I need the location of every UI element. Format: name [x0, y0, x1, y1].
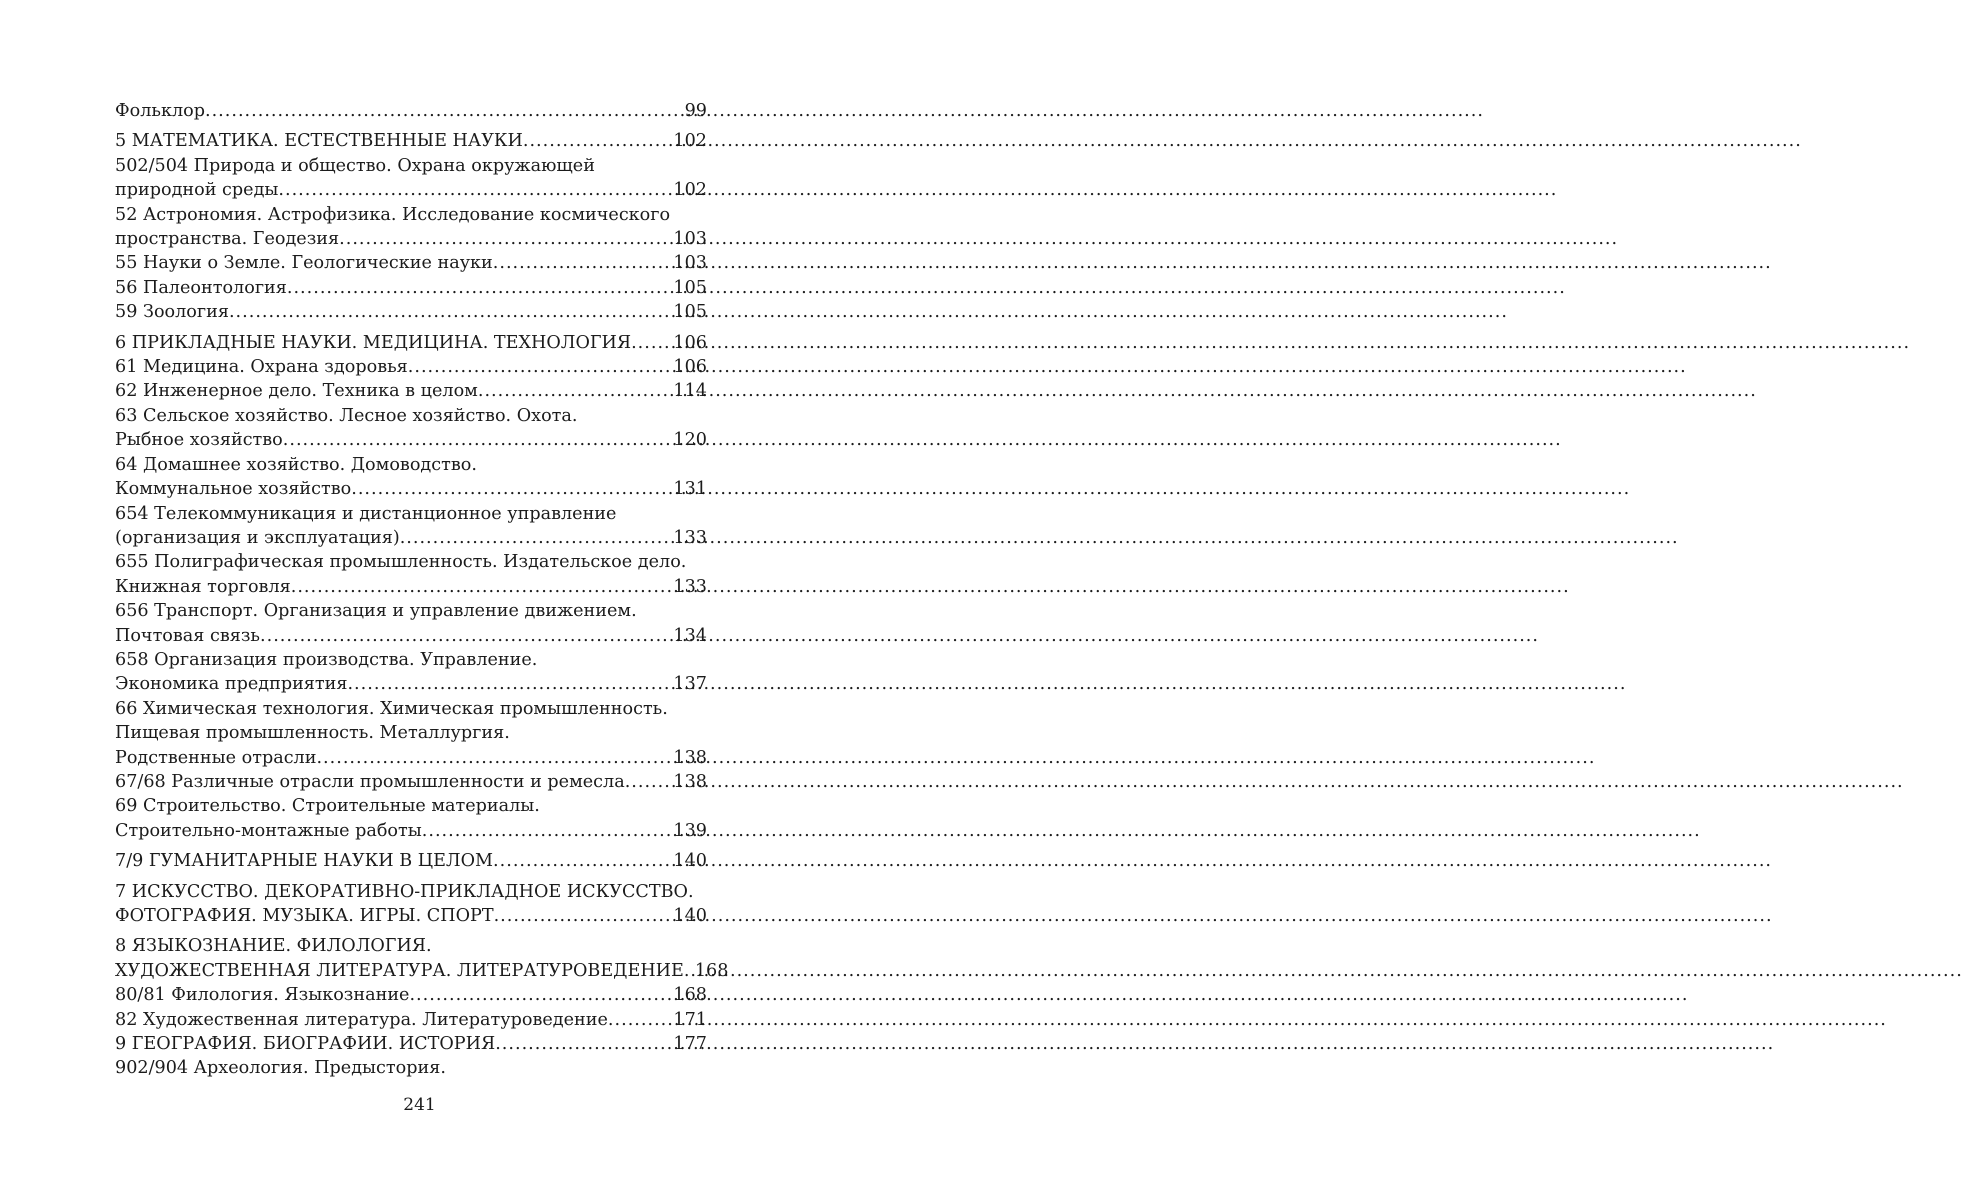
- toc-entry: [115, 276, 707, 300]
- toc-page-number: 102: [673, 180, 707, 201]
- toc-entry-last-line: [115, 178, 707, 202]
- toc-entry-last-line: [115, 428, 707, 452]
- toc-entry: [115, 404, 707, 453]
- toc-entry-last-line: [115, 770, 707, 794]
- toc-entry: [115, 453, 707, 502]
- toc-entry: [115, 983, 707, 1007]
- dot-leader: [408, 355, 673, 379]
- dot-leader: [339, 227, 672, 251]
- dot-leader: [494, 904, 673, 928]
- toc-page-number: 171: [673, 1009, 707, 1030]
- toc-entry-last-line: [115, 379, 707, 403]
- toc-entry-title: 64 Домашнее хозяйство. Домоводство.: [115, 454, 477, 475]
- toc-entry: [115, 1008, 707, 1032]
- toc-entry: [115, 849, 707, 873]
- toc-entry-last-line: [115, 849, 707, 873]
- toc-entry: [115, 331, 707, 355]
- toc-entry-title: Книжная торговля: [115, 576, 291, 597]
- toc-entry: [115, 129, 707, 153]
- toc-entry-title: 66 Химическая технология. Химическая промышленность.: [115, 698, 668, 719]
- toc-entry-title: 61 Медицина. Охрана здоровья: [115, 357, 408, 378]
- toc-page-number: 140: [673, 851, 707, 872]
- toc-entry-title: (организация и эксплуатация): [115, 527, 400, 548]
- toc-entry-last-line: [115, 1008, 707, 1032]
- toc-entry: [115, 251, 707, 275]
- toc-entry-last-line: [115, 746, 707, 770]
- toc-entry-last-line: [115, 129, 707, 153]
- dot-leader: [523, 129, 673, 153]
- dot-leader: [400, 526, 673, 550]
- dot-leader: [347, 672, 672, 696]
- dot-leader: [409, 983, 672, 1007]
- dot-leader: [631, 331, 672, 355]
- toc-entry-last-line: [115, 624, 707, 648]
- toc-entry: [115, 154, 707, 203]
- dot-leader: [478, 379, 673, 403]
- toc-entry-title: 7 ИСКУССТВО. ДЕКОРАТИВНО-ПРИКЛАДНОЕ ИСКУССТВО.: [115, 881, 694, 902]
- dot-leader: [316, 746, 672, 770]
- toc-entry: [115, 502, 707, 551]
- toc-entry-last-line: [115, 477, 707, 501]
- toc-entry: [115, 794, 707, 843]
- toc-entry-title: Строительно-монтажные работы: [115, 820, 422, 841]
- toc-entry-title: Коммунальное хозяйство: [115, 479, 352, 500]
- toc-page-number: 99: [684, 101, 707, 121]
- toc-entry-title: Рыбное хозяйство: [115, 430, 283, 451]
- toc-entry-last-line: [115, 526, 707, 550]
- toc-entry-title: Родственные отрасли: [115, 747, 317, 768]
- toc-entry: [115, 379, 707, 403]
- toc-page-number: 139: [673, 820, 707, 841]
- dot-leader: [229, 300, 672, 324]
- toc-entry: [115, 355, 707, 379]
- toc-entry-title: 82 Художественная литература. Литературоведение: [115, 1009, 608, 1030]
- toc-entry-title: Фольклор: [115, 101, 205, 121]
- toc-entry-last-line: [115, 575, 707, 599]
- toc-page-number: 114: [673, 381, 707, 402]
- toc-entry-last-line: [115, 672, 707, 696]
- dot-leader: [684, 959, 694, 983]
- toc-entry-last-line: [115, 331, 707, 355]
- dot-leader: [422, 819, 673, 843]
- toc-entry-last-line: [115, 355, 707, 379]
- toc-page-number: 106: [673, 332, 707, 353]
- toc-page-number: 168: [673, 985, 707, 1006]
- dot-leader: [351, 477, 672, 501]
- dot-leader: [205, 99, 684, 123]
- toc-page-number: 105: [673, 277, 707, 298]
- toc-entry-title: 658 Организация производства. Управление.: [115, 649, 538, 670]
- toc-page-number: 105: [673, 302, 707, 323]
- toc-entry-title: 62 Инженерное дело. Техника в целом: [115, 381, 478, 402]
- toc-entry-title: природной среды: [115, 180, 279, 201]
- toc-page-number: 168: [694, 960, 729, 981]
- dot-leader: [283, 428, 673, 452]
- toc-entry-title: Пищевая промышленность. Металлургия.: [115, 723, 510, 744]
- dot-leader: [493, 849, 672, 873]
- toc-entry-title: 9 ГЕОГРАФИЯ. БИОГРАФИИ. ИСТОРИЯ: [115, 1034, 496, 1055]
- toc-page-number: 102: [673, 131, 707, 152]
- dot-leader: [495, 1032, 672, 1056]
- toc-page-number: 133: [673, 576, 707, 597]
- toc-entry-title: ХУДОЖЕСТВЕННАЯ ЛИТЕРАТУРА. ЛИТЕРАТУРОВЕДЕНИЕ: [115, 960, 684, 981]
- toc-page-number: 177: [673, 1034, 707, 1055]
- toc-entry-last-line: [115, 251, 707, 275]
- toc-entry: [115, 1056, 707, 1080]
- dot-leader: [291, 575, 673, 599]
- toc-entry-title: 52 Астрономия. Астрофизика. Исследование космического: [115, 204, 671, 225]
- toc-entry-title: 69 Строительство. Строительные материалы.: [115, 796, 540, 817]
- dot-leader: [608, 1008, 672, 1032]
- toc-entry-title: 656 Транспорт. Организация и управление движением.: [115, 601, 637, 622]
- toc-entry-title: 7/9 ГУМАНИТАРНЫЕ НАУКИ В ЦЕЛОМ: [115, 851, 494, 872]
- toc-entry-title: ФОТОГРАФИЯ. МУЗЫКА. ИГРЫ. СПОРТ: [115, 906, 494, 926]
- dot-leader: [493, 251, 673, 275]
- toc-entry-last-line: [115, 300, 707, 324]
- toc-page-number: 138: [673, 771, 707, 792]
- toc-entry-title: 6 ПРИКЛАДНЫЕ НАУКИ. МЕДИЦИНА. ТЕХНОЛОГИЯ: [115, 332, 632, 353]
- toc-entry-last-line: [115, 276, 707, 300]
- dot-leader: [260, 624, 672, 648]
- toc-entry: [115, 697, 707, 770]
- toc-entry-title: 55 Науки о Земле. Геологические науки: [115, 253, 493, 274]
- toc-entry-last-line: [115, 983, 707, 1007]
- toc-entry: [115, 300, 707, 324]
- toc-entry-title: Экономика предприятия: [115, 674, 348, 695]
- toc-entry: [115, 770, 707, 794]
- toc-entry: [115, 648, 707, 697]
- toc-page-number: 137: [673, 674, 707, 695]
- toc-entry-title: 59 Зоология: [115, 302, 229, 323]
- table-of-contents: [115, 99, 729, 1081]
- toc-entry-last-line: [115, 959, 729, 983]
- toc-entry-last-line: [115, 904, 707, 928]
- toc-entry-title: 67/68 Различные отрасли промышленности и ремесла: [115, 771, 625, 792]
- toc-page-number: 103: [673, 253, 707, 274]
- toc-page-number: 120: [673, 430, 707, 451]
- toc-entry-last-line: [115, 99, 707, 123]
- toc-entry: [115, 550, 707, 599]
- toc-page-number: 134: [673, 625, 707, 646]
- toc-entry-last-line: [115, 819, 707, 843]
- toc-entry-title: Почтовая связь: [115, 625, 261, 646]
- dot-leader: [287, 276, 673, 300]
- dot-leader: [278, 178, 672, 202]
- toc-page-number: 133: [673, 527, 707, 548]
- toc-entry: [115, 880, 707, 929]
- toc-entry: [115, 934, 729, 983]
- toc-entry: [115, 203, 707, 252]
- dot-leader: [625, 770, 673, 794]
- toc-page-number: 131: [673, 479, 707, 500]
- toc-entry-title: 56 Палеонтология: [115, 277, 287, 298]
- toc-entry: [115, 1032, 707, 1056]
- toc-entry-last-line: [115, 227, 707, 251]
- toc-entry-last-line: [115, 1032, 707, 1056]
- toc-page-number: 140: [673, 906, 707, 926]
- toc-page-number: 106: [673, 357, 707, 378]
- toc-page-number: 103: [673, 229, 707, 250]
- toc-entry-title: 5 МАТЕМАТИКА. ЕСТЕСТВЕННЫЕ НАУКИ: [115, 131, 523, 152]
- page-number: 241: [403, 1095, 436, 1115]
- toc-entry-title: 654 Телекоммуникация и дистанционное управление: [115, 503, 617, 524]
- toc-page-number: 138: [673, 747, 707, 768]
- toc-entry-title: 8 ЯЗЫКОЗНАНИЕ. ФИЛОЛОГИЯ.: [115, 936, 432, 957]
- toc-entry-title: 502/504 Природа и общество. Охрана окружающей: [115, 155, 595, 176]
- toc-entry-title: 80/81 Филология. Языкознание: [115, 985, 410, 1006]
- toc-entry-title: 655 Полиграфическая промышленность. Издательское дело.: [115, 552, 687, 573]
- toc-entry: [115, 99, 707, 123]
- toc-entry-title: 902/904 Археология. Предыстория.: [115, 1058, 446, 1079]
- toc-entry: [115, 599, 707, 648]
- toc-entry-title: 63 Сельское хозяйство. Лесное хозяйство. Охота.: [115, 405, 578, 426]
- toc-entry-title: пространства. Геодезия: [115, 229, 340, 250]
